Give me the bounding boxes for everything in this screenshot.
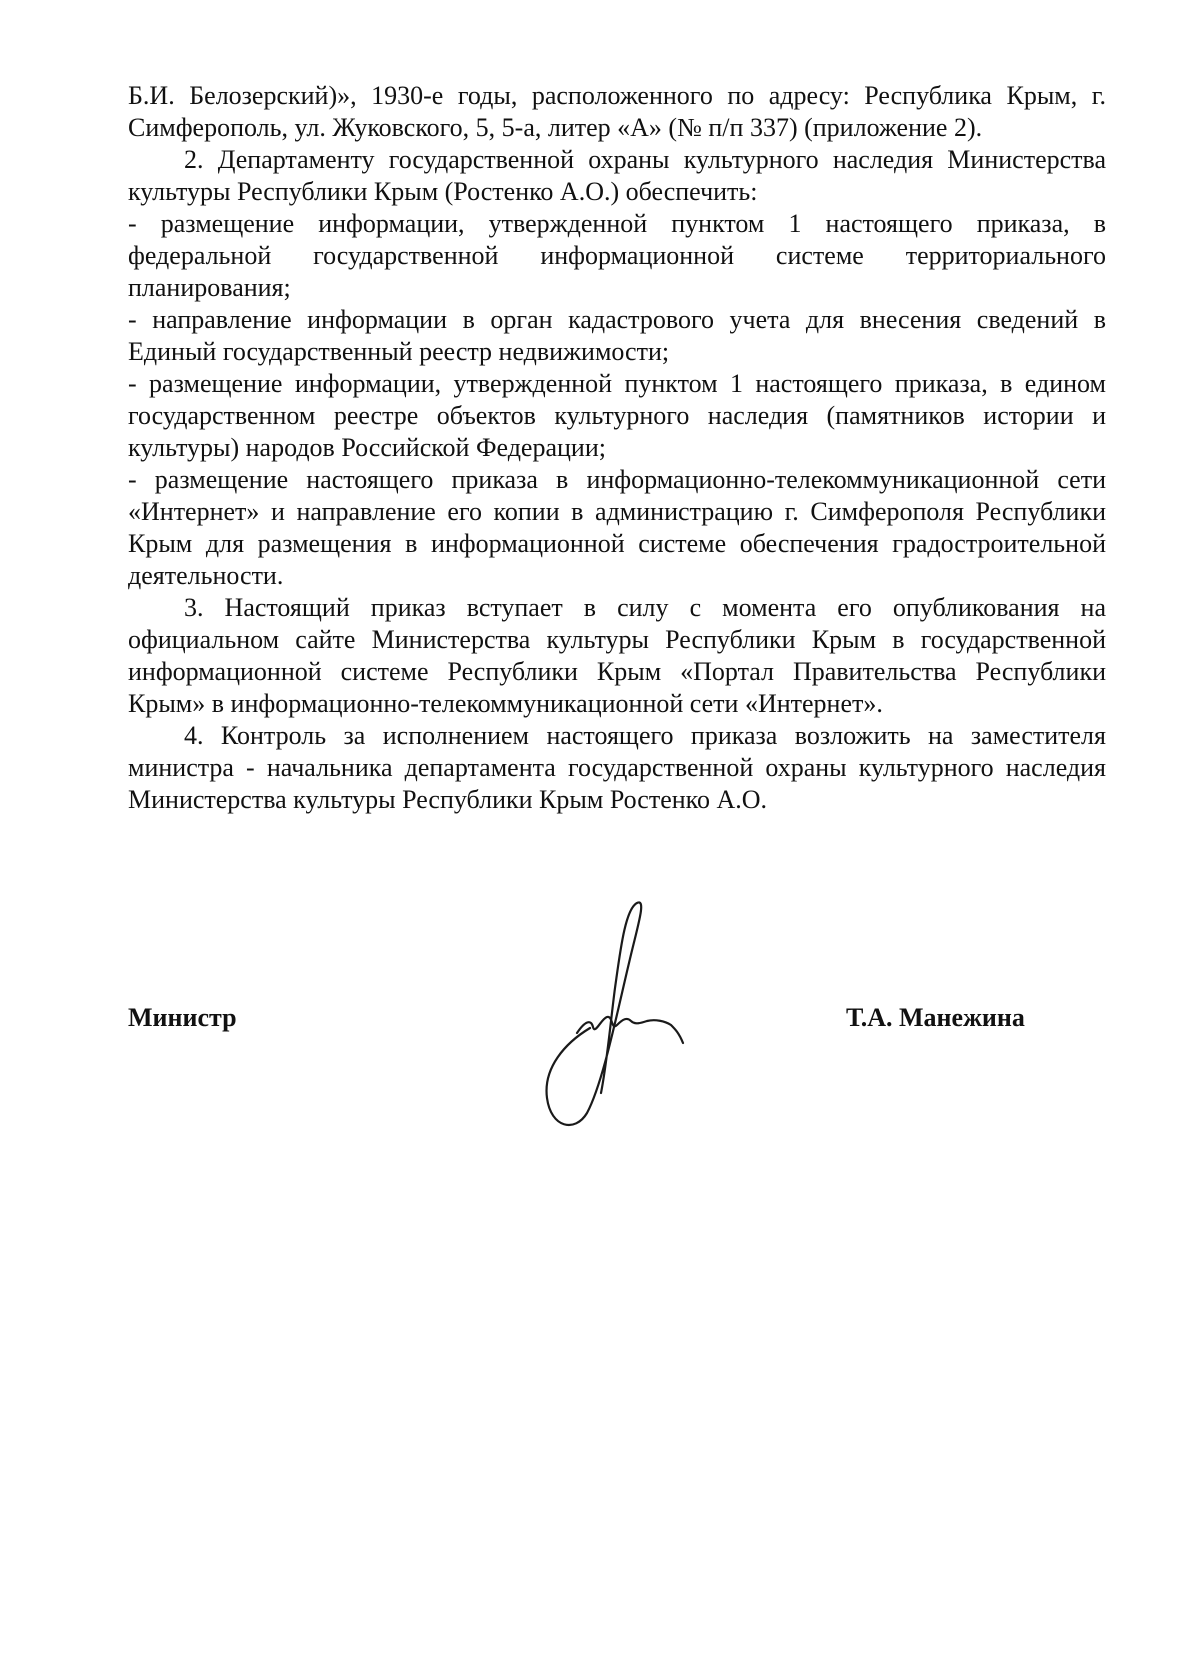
paragraph-bullet-cadastre: - направление информации в орган кадастрового учета для внесения сведений в Единый государственный реестр недвижимости; bbox=[128, 305, 1106, 366]
handwritten-signature-icon bbox=[525, 893, 705, 1133]
paragraph-address-continuation: Б.И. Белозерский)», 1930-е годы, расположенного по адресу: Республика Крым, г. Симферополь, ул. Жуковского, 5, 5-а, литер «А» (№ п/п 337) (приложение 2). bbox=[128, 81, 1106, 142]
signatory-name: Т.А. Манежина bbox=[846, 1003, 1025, 1032]
document-body bbox=[128, 80, 1106, 816]
paragraph-bullet-registry: - размещение информации, утвержденной пунктом 1 настоящего приказа, в едином государственном реестре объектов культурного наследия (памятников истории и культуры) народов Российской Федерации; bbox=[128, 369, 1106, 462]
paragraph-bullet-internet: - размещение настоящего приказа в информационно-телекоммуникационной сети «Интернет» и направление его копии в администрацию г. Симферополя Республики Крым для размещения в информационной системе обеспечения градостроительной деятельности. bbox=[128, 465, 1106, 590]
paragraph-bullet-fgis: - размещение информации, утвержденной пунктом 1 настоящего приказа, в федеральной государственной информационной системе территориального планирования; bbox=[128, 209, 1106, 302]
paragraph-item-3: 3. Настоящий приказ вступает в силу с момента его опубликования на официальном сайте Министерства культуры Республики Крым в государственной информационной системе Республики Крым «Портал Правительства Республики Крым» в информационно-телекоммуникационной сети «Интернет». bbox=[128, 593, 1106, 718]
paragraph-item-2: 2. Департаменту государственной охраны культурного наследия Министерства культуры Республики Крым (Ростенко А.О.) обеспечить: bbox=[128, 145, 1106, 206]
signatory-title: Министр bbox=[128, 1003, 237, 1032]
paragraph-item-4: 4. Контроль за исполнением настоящего приказа возложить на заместителя министра - начальника департамента государственной охраны культурного наследия Министерства культуры Республики Крым Ростенко А.О. bbox=[128, 721, 1106, 814]
